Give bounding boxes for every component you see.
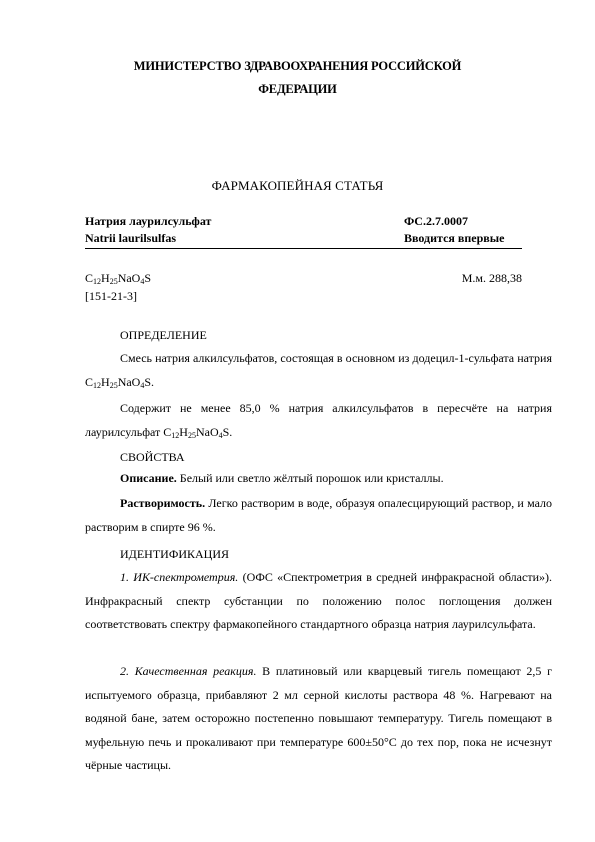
formula-row — [85, 270, 522, 286]
identification-item-1 — [85, 566, 552, 637]
solubility-text: Легко растворим в воде, образуя опалесцирующий раствор, и мало растворим в спирте 96 %. — [85, 496, 552, 535]
molecular-formula: $C_{12}H_{25}NaO_4S$ — [85, 271, 152, 286]
document-status: Вводится впервые — [404, 231, 505, 245]
solubility-paragraph — [85, 491, 552, 539]
description-text: Белый или светло жёлтый порошок или кристаллы. — [176, 471, 444, 485]
formula-inline: $C_{12}H_{25}NaO_4S$. — [163, 425, 233, 441]
document-type-title: ФАРМАКОПЕЙНАЯ СТАТЬЯ — [211, 178, 384, 193]
cas-number: [151-21-3] — [85, 289, 137, 303]
description-paragraph — [85, 466, 552, 490]
section-heading-identification: ИДЕНТИФИКАЦИЯ — [120, 547, 229, 561]
formula-inline: $C_{12}H_{25}NaO_4S$. — [85, 375, 155, 391]
definition-paragraph-2: Содержит не менее 85,0 % натрия алкилсульфатов в пересчёте на натрия лаурилсульфат $C_{12}H_{25}NaO_4S$. — [85, 401, 552, 441]
substance-name-latin: Natrii laurilsulfas — [85, 231, 177, 245]
molecular-mass: М.м. 288,38 — [461, 271, 522, 285]
substance-name-ru: Натрия лаурилсульфат — [85, 214, 212, 228]
qualitative-reaction-text: В платиновый или кварцевый тигель помещают 2,5 г испытуемого образца, прибавляют 2 мл серной кислоты раствора 48 %. Нагревают на водяной бане, затем осторожно постепенно повышают температуру. Тигель помещают в муфельную печь и прокаливают при температуре 600±50°C до тех пор, пока не исчезнут чёрные частицы. — [85, 664, 553, 773]
section-heading-properties: СВОЙСТВА — [120, 450, 185, 464]
ministry-line-2: ФЕДЕРАЦИИ — [258, 82, 337, 96]
ir-spectrometry-text: (ОФС «Спектрометрия в средней инфракрасной области»). Инфракрасный спектр субстанции по положению полос поглощения должен соответствовать спектру фармакопейного стандартного образца натрия лаурилсульфата. — [85, 570, 552, 632]
header-row-2 — [85, 230, 522, 247]
description-label: Описание. — [120, 471, 177, 485]
ministry-title — [70, 55, 525, 101]
qualitative-reaction-label: 2. Качественная реакция. — [120, 664, 257, 678]
header-row-1 — [85, 213, 522, 230]
ir-spectrometry-label: 1. ИК-спектрометрия. — [120, 570, 239, 584]
ministry-line-1: МИНИСТЕРСТВО ЗДРАВООХРАНЕНИЯ РОССИЙСКОЙ — [133, 59, 462, 73]
header-divider — [85, 248, 522, 249]
solubility-label: Растворимость. — [120, 496, 206, 510]
definition-paragraph-1: Смесь натрия алкилсульфатов, состоящая в основном из додецил-1-сульфата натрия $C_{12}H_{25}NaO_4S$. — [85, 351, 552, 391]
identification-item-2 — [85, 660, 552, 778]
section-heading-definition: ОПРЕДЕЛЕНИЕ — [120, 328, 207, 342]
document-code: ФС.2.7.0007 — [404, 214, 468, 228]
